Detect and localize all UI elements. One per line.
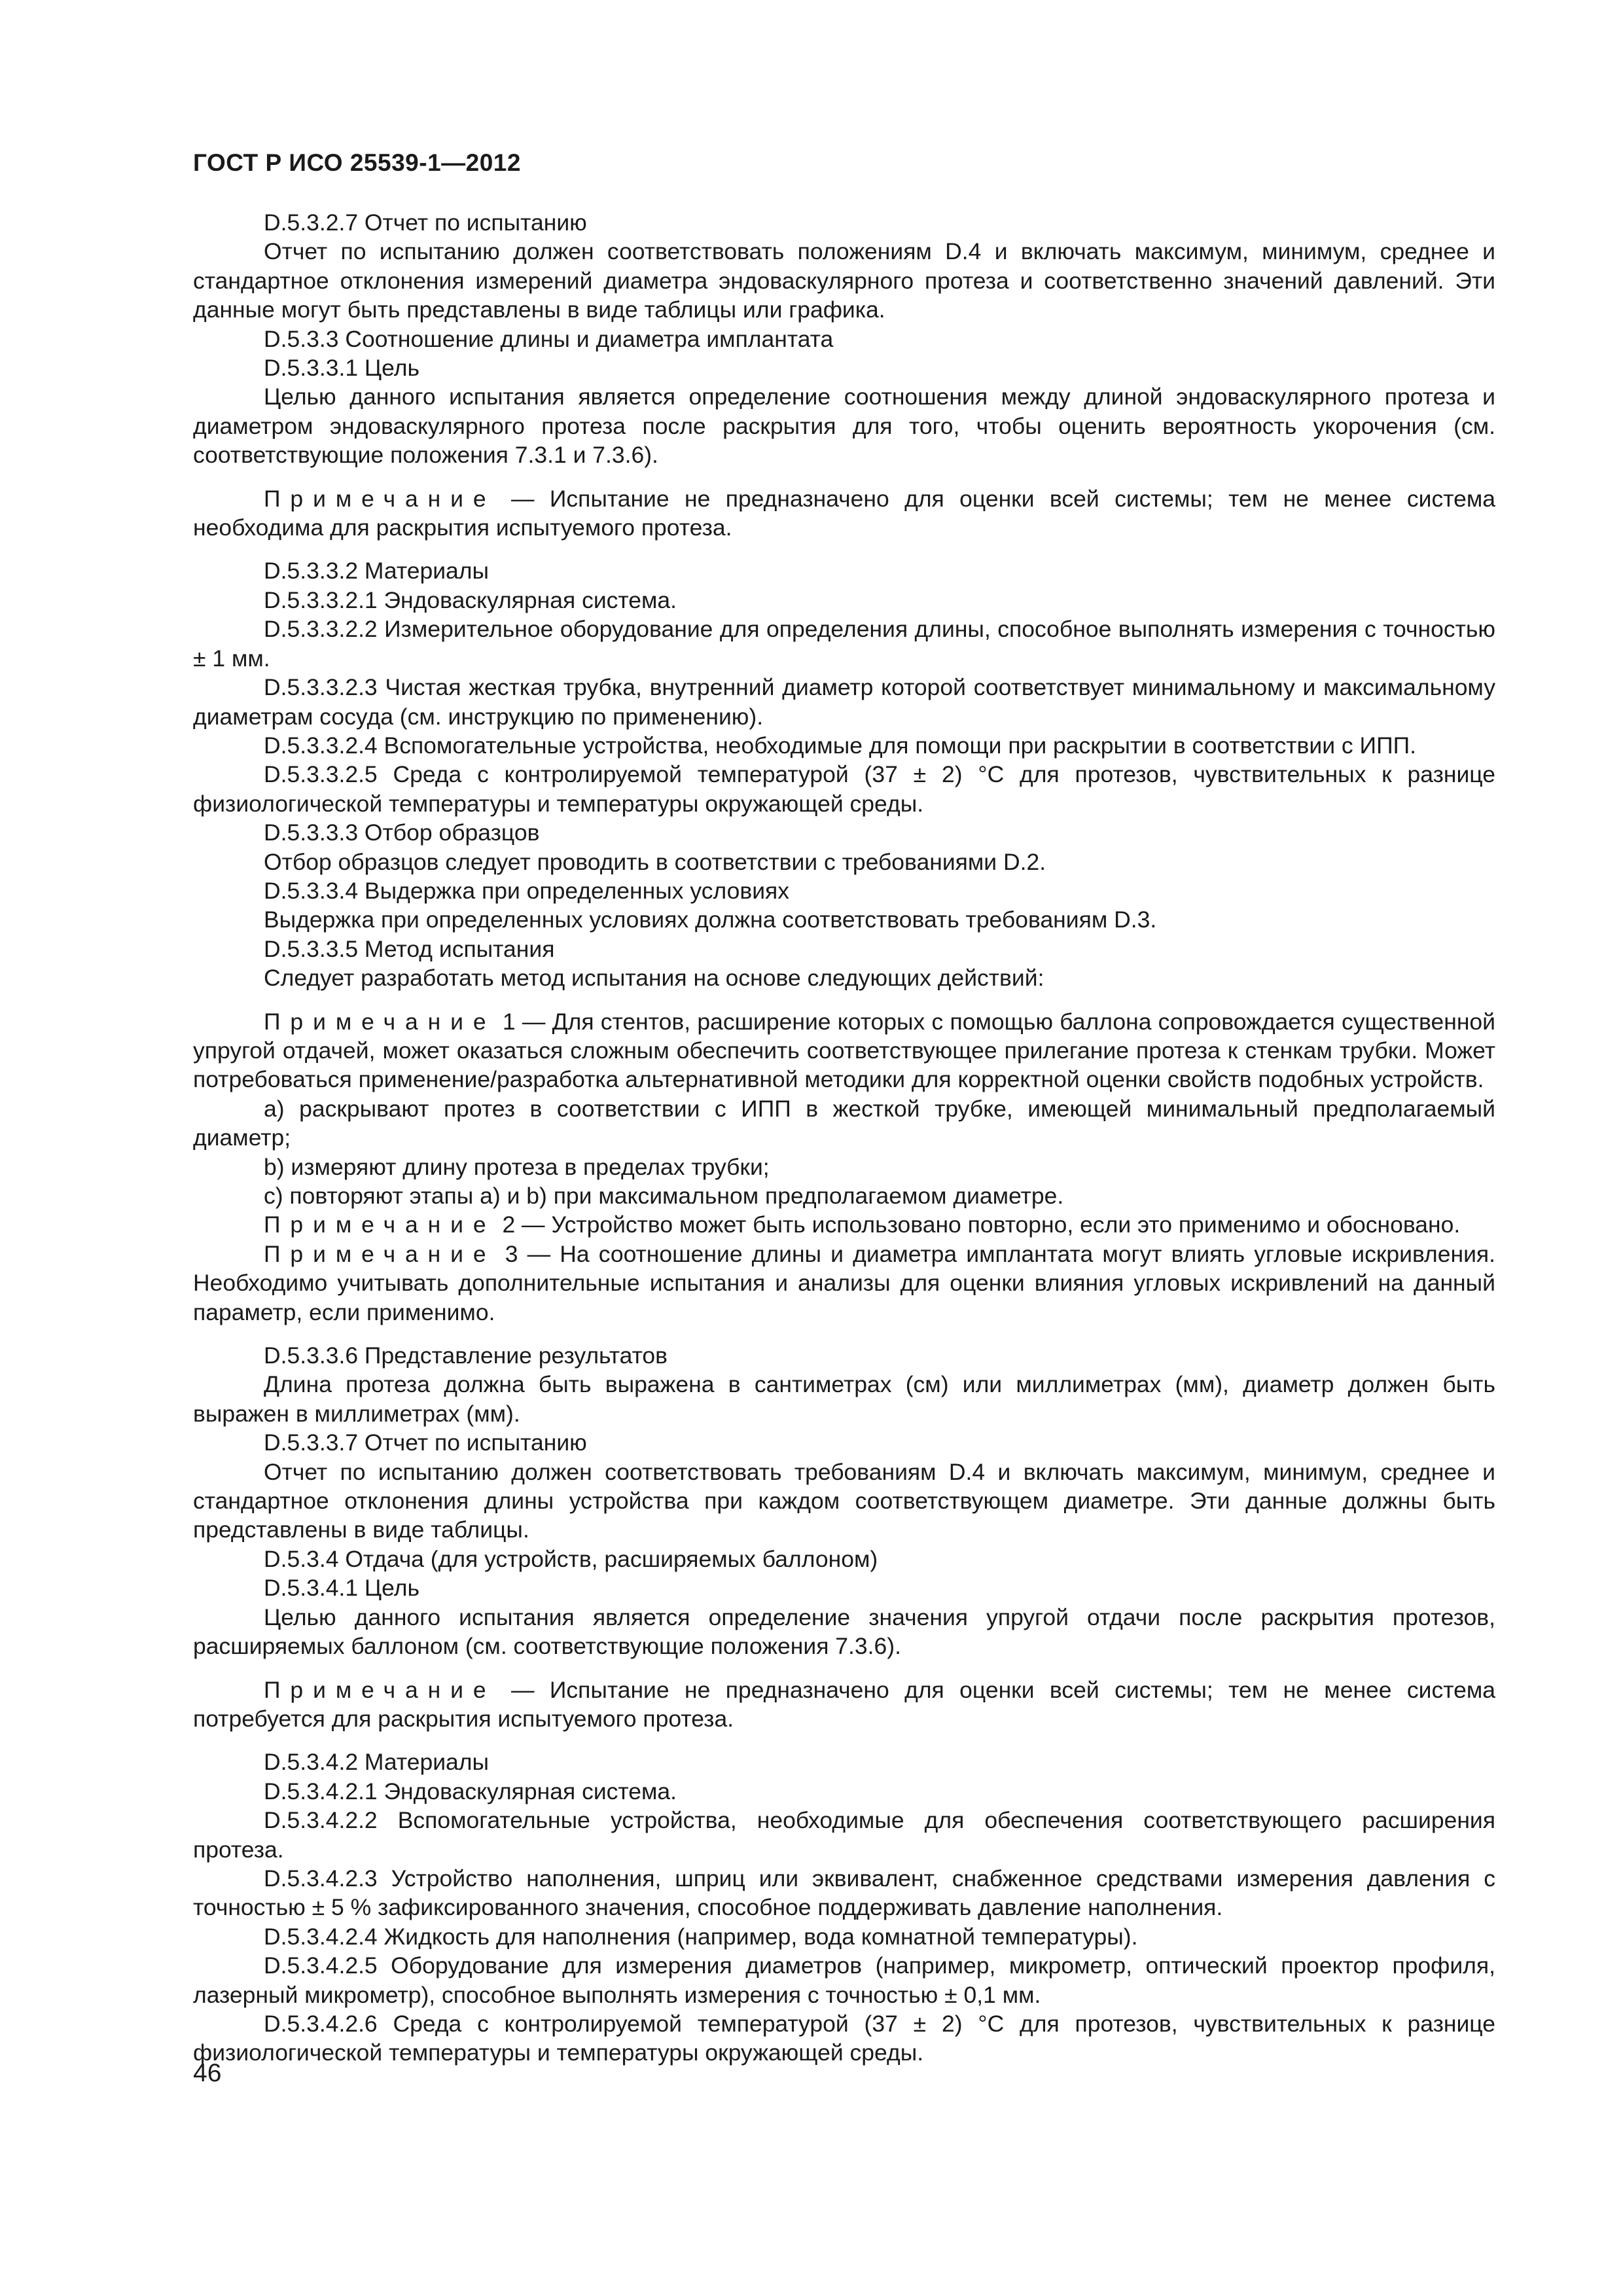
note: [193, 1210, 1495, 1239]
list-item: D.5.3.3.2.4 Вспомогательные устройства, необходимые для помощи при раскрытии в соответствии с ИПП.: [264, 732, 1416, 759]
note: [193, 1240, 1495, 1327]
section-heading: D.5.3.3.5 Метод испытания: [264, 935, 555, 962]
list-item: D.5.3.3.2.5 Среда с контролируемой температурой (37 ± 2) °С для протезов, чувствительных к разнице физиологической температуры и температуры окружающей среды.: [193, 761, 1495, 817]
note-text: 3 — На соотношение длины и диаметра имплантата могут влиять угловые искривления. Необходимо учитывать дополнительные испытания и анализы для оценки влияния угловых искривлений на данный параметр, если применимо.: [193, 1240, 1495, 1325]
list-item: а) раскрывают протез в соответствии с ИПП в жесткой трубке, имеющей минимальный предполагаемый диаметр;: [193, 1095, 1495, 1151]
document-header: ГОСТ Р ИСО 25539-1—2012: [193, 149, 521, 176]
list-item: D.5.3.4.2.3 Устройство наполнения, шприц или эквивалент, снабженное средствами измерения давления с точностью ± 5 % зафиксированного значения, способное поддерживать давление наполнения.: [193, 1865, 1495, 1921]
paragraph: Отбор образцов следует проводить в соответствии с требованиями D.2.: [264, 848, 1046, 875]
paragraph: Выдержка при определенных условиях должна соответствовать требованиям D.3.: [264, 906, 1157, 933]
list-item: с) повторяют этапы а) и b) при максимальном предполагаемом диаметре.: [264, 1183, 1064, 1209]
section-heading: D.5.3.4.2 Материалы: [264, 1749, 490, 1776]
list-item: D.5.3.4.2.4 Жидкость для наполнения (например, вода комнатной температуры).: [264, 1923, 1138, 1950]
section-heading: D.5.3.3 Соотношение длины и диаметра имплантата: [264, 325, 834, 352]
paragraph: Длина протеза должна быть выражена в сантиметрах (см) или миллиметрах (мм), диаметр должен быть выражен в миллиметрах (мм).: [193, 1371, 1495, 1427]
page-number: 46: [193, 2059, 222, 2087]
note-text: 1 — Для стентов, расширение которых с помощью баллона сопровождается существенной упругой отдачей, может оказаться сложным обеспечить соответствующее прилегание протеза к стенкам трубки. Может потребоваться применение/разработка альтернативной методики для корректной оценки свойств подобных устройств.: [193, 1008, 1495, 1093]
note-label: Примечание: [264, 1240, 496, 1267]
note-label: Примечание: [264, 1008, 496, 1035]
note-label: Примечание: [264, 485, 496, 512]
section-heading: D.5.3.3.4 Выдержка при определенных условиях: [264, 877, 790, 904]
paragraph: Целью данного испытания является определение значения упругой отдачи после раскрытия протезов, расширяемых баллоном (см. соответствующие положения 7.3.6).: [193, 1604, 1495, 1660]
section-heading: D.5.3.3.2 Материалы: [264, 558, 490, 584]
list-item: D.5.3.4.2.5 Оборудование для измерения диаметров (например, микрометр, оптический проектор профиля, лазерный микрометр), способное выполнять измерения с точностью ± 0,1 мм.: [193, 1952, 1495, 2008]
note: [193, 1676, 1495, 1734]
list-item: b) измеряют длину протеза в пределах трубки;: [264, 1153, 770, 1180]
paragraph: Отчет по испытанию должен соответствовать положениям D.4 и включать максимум, минимум, среднее и стандартное отклонения измерений диаметра эндоваскулярного протеза и соответственно значений давлений. Эти данные могут быть представлены в виде таблицы или графика.: [193, 238, 1495, 323]
section-heading: D.5.3.2.7 Отчет по испытанию: [264, 209, 587, 236]
section-heading: D.5.3.4 Отдача (для устройств, расширяемых баллоном): [264, 1545, 878, 1572]
note-text: — Испытание не предназначено для оценки всей системы; тем не менее система необходима для раскрытия испытуемого протеза.: [193, 485, 1495, 541]
note: [193, 484, 1495, 543]
note-text: 2 — Устройство может быть использовано повторно, если это применимо и обосновано.: [495, 1211, 1461, 1238]
section-heading: D.5.3.4.1 Цель: [264, 1575, 419, 1602]
paragraph: Целью данного испытания является определение соотношения между длиной эндоваскулярного протеза и диаметром эндоваскулярного протеза после раскрытия для того, чтобы оценить вероятность укорочения (см. соответствующие положения 7.3.1 и 7.3.6).: [193, 384, 1495, 469]
paragraph: Отчет по испытанию должен соответствовать требованиям D.4 и включать максимум, минимум, среднее и стандартное отклонения длины устройства при каждом соответствующем диаметре. Эти данные должны быть представлены в виде таблицы.: [193, 1458, 1495, 1543]
list-item: D.5.3.4.2.1 Эндоваскулярная система.: [264, 1778, 677, 1804]
section-heading: D.5.3.3.1 Цель: [264, 355, 419, 382]
section-heading: D.5.3.3.7 Отчет по испытанию: [264, 1429, 587, 1456]
note: [193, 1007, 1495, 1094]
list-item: D.5.3.4.2.2 Вспомогательные устройства, необходимые для обеспечения соответствующего расширения протеза.: [193, 1807, 1495, 1863]
document-body: [193, 208, 1495, 2068]
paragraph: Следует разработать метод испытания на основе следующих действий:: [264, 965, 1044, 992]
section-heading: D.5.3.3.6 Представление результатов: [264, 1342, 668, 1369]
list-item: D.5.3.3.2.2 Измерительное оборудование для определения длины, способное выполнять измерения с точностью ± 1 мм.: [193, 616, 1495, 672]
section-heading: D.5.3.3.3 Отбор образцов: [264, 819, 540, 846]
note-text: — Испытание не предназначено для оценки всей системы; тем не менее система потребуется для раскрытия испытуемого протеза.: [193, 1676, 1495, 1732]
list-item: D.5.3.3.2.3 Чистая жесткая трубка, внутренний диаметр которой соответствует минимальному и максимальному диаметрам сосуда (см. инструкцию по применению).: [193, 674, 1495, 730]
note-label: Примечание: [264, 1676, 496, 1703]
note-label: Примечание: [264, 1211, 496, 1238]
list-item: D.5.3.3.2.1 Эндоваскулярная система.: [264, 586, 677, 613]
list-item: D.5.3.4.2.6 Среда с контролируемой температурой (37 ± 2) °С для протезов, чувствительных к разнице физиологической температуры и температуры окружающей среды.: [193, 2010, 1495, 2066]
